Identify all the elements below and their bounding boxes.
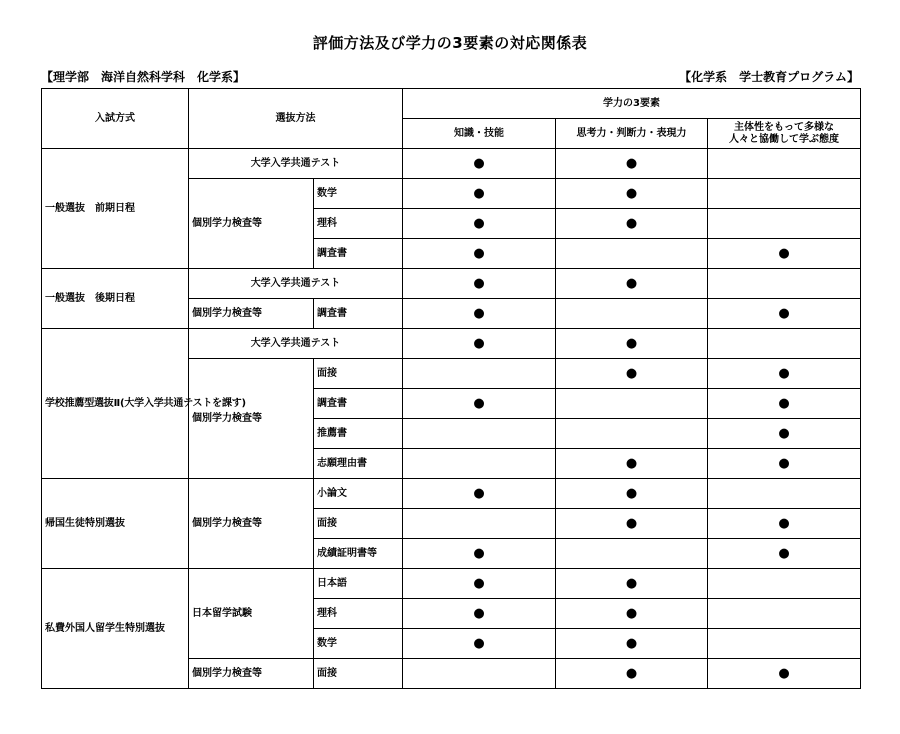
mark-cell: ●: [556, 659, 708, 689]
mark-cell: [708, 599, 861, 629]
mark-cell: ●: [556, 209, 708, 239]
mark-cell: [708, 569, 861, 599]
item-cell: 調査書: [314, 299, 403, 329]
mark-cell: [556, 389, 708, 419]
mark-cell: ●: [403, 479, 556, 509]
evaluation-table: [41, 88, 861, 689]
method-cell: 個別学力検査等: [189, 179, 314, 269]
mark-cell: ●: [556, 359, 708, 389]
mark-cell: ●: [708, 539, 861, 569]
table-row: [42, 329, 861, 359]
faculty-heading: 【理学部 海洋自然科学科 化学系】: [41, 70, 246, 84]
mark-cell: ●: [556, 269, 708, 299]
mark-cell: [708, 629, 861, 659]
mark-cell: ●: [556, 629, 708, 659]
mark-cell: ●: [708, 359, 861, 389]
mark-cell: ●: [556, 329, 708, 359]
header-row: [42, 89, 861, 119]
mark-cell: [403, 509, 556, 539]
mark-cell: ●: [556, 449, 708, 479]
mark-cell: [708, 269, 861, 299]
method-cell: 個別学力検査等: [189, 299, 314, 329]
item-cell: 面接: [314, 509, 403, 539]
method-cell: 大学入学共通テスト: [189, 329, 403, 359]
header-knowledge: 知識・技能: [403, 119, 556, 149]
mark-cell: ●: [403, 389, 556, 419]
method-cell: 大学入学共通テスト: [189, 149, 403, 179]
mark-cell: [556, 539, 708, 569]
mark-cell: ●: [556, 569, 708, 599]
mark-cell: ●: [403, 299, 556, 329]
mark-cell: ●: [708, 659, 861, 689]
mark-cell: [403, 449, 556, 479]
item-cell: 数学: [314, 629, 403, 659]
mark-cell: ●: [403, 239, 556, 269]
item-cell: 日本語: [314, 569, 403, 599]
header-thinking: 思考力・判断力・表現力: [556, 119, 708, 149]
method-cell: 個別学力検査等: [189, 359, 314, 479]
header-attitude-line2: 人々と協働して学ぶ態度: [729, 133, 840, 145]
item-cell: 推薦書: [314, 419, 403, 449]
mark-cell: [556, 239, 708, 269]
mark-cell: [708, 209, 861, 239]
mark-cell: [403, 419, 556, 449]
mark-cell: [708, 329, 861, 359]
mark-cell: ●: [403, 179, 556, 209]
table-row: [42, 479, 861, 509]
item-cell: 面接: [314, 659, 403, 689]
mark-cell: ●: [708, 239, 861, 269]
exam-type-cell: 帰国生徒特別選抜: [42, 479, 189, 569]
mark-cell: ●: [708, 449, 861, 479]
mark-cell: ●: [556, 149, 708, 179]
mark-cell: ●: [403, 209, 556, 239]
item-cell: 面接: [314, 359, 403, 389]
mark-cell: ●: [403, 149, 556, 179]
item-cell: 成績証明書等: [314, 539, 403, 569]
mark-cell: ●: [556, 479, 708, 509]
method-cell: 大学入学共通テスト: [189, 269, 403, 299]
mark-cell: ●: [403, 269, 556, 299]
item-cell: 調査書: [314, 389, 403, 419]
mark-cell: [556, 299, 708, 329]
exam-type-cell: 学校推薦型選抜Ⅱ(大学入学共通テストを課す): [42, 329, 189, 479]
exam-type-cell: 一般選抜 後期日程: [42, 269, 189, 329]
item-cell: 数学: [314, 179, 403, 209]
mark-cell: ●: [556, 509, 708, 539]
header-attitude-line1: 主体性をもって多様な: [734, 121, 835, 133]
method-cell: 個別学力検査等: [189, 479, 314, 569]
mark-cell: ●: [403, 539, 556, 569]
mark-cell: ●: [708, 299, 861, 329]
exam-type-cell: 一般選抜 前期日程: [42, 149, 189, 269]
item-cell: 調査書: [314, 239, 403, 269]
item-cell: 理科: [314, 599, 403, 629]
header-selection-method: 選抜方法: [189, 89, 403, 149]
mark-cell: ●: [403, 629, 556, 659]
table-row: [42, 149, 861, 179]
header-exam-type: 入試方式: [42, 89, 189, 149]
mark-cell: ●: [708, 389, 861, 419]
exam-type-cell: 私費外国人留学生特別選抜: [42, 569, 189, 689]
header-attitude: [708, 119, 861, 149]
mark-cell: ●: [403, 599, 556, 629]
mark-cell: [403, 359, 556, 389]
item-cell: 小論文: [314, 479, 403, 509]
mark-cell: ●: [708, 509, 861, 539]
mark-cell: ●: [556, 599, 708, 629]
table-row: [42, 269, 861, 299]
mark-cell: ●: [403, 569, 556, 599]
mark-cell: [708, 149, 861, 179]
program-heading: 【化学系 学士教育プログラム】: [679, 70, 859, 84]
header-three-elements: 学力の3要素: [403, 89, 861, 119]
mark-cell: [403, 659, 556, 689]
mark-cell: [708, 479, 861, 509]
item-cell: 理科: [314, 209, 403, 239]
mark-cell: ●: [403, 329, 556, 359]
method-cell: 個別学力検査等: [189, 659, 314, 689]
method-cell: 日本留学試験: [189, 569, 314, 659]
mark-cell: ●: [556, 179, 708, 209]
mark-cell: [556, 419, 708, 449]
item-cell: 志願理由書: [314, 449, 403, 479]
table-row: [42, 569, 861, 599]
mark-cell: [708, 179, 861, 209]
mark-cell: ●: [708, 419, 861, 449]
page-title: 評価方法及び学力の3要素の対応関係表: [312, 34, 588, 52]
